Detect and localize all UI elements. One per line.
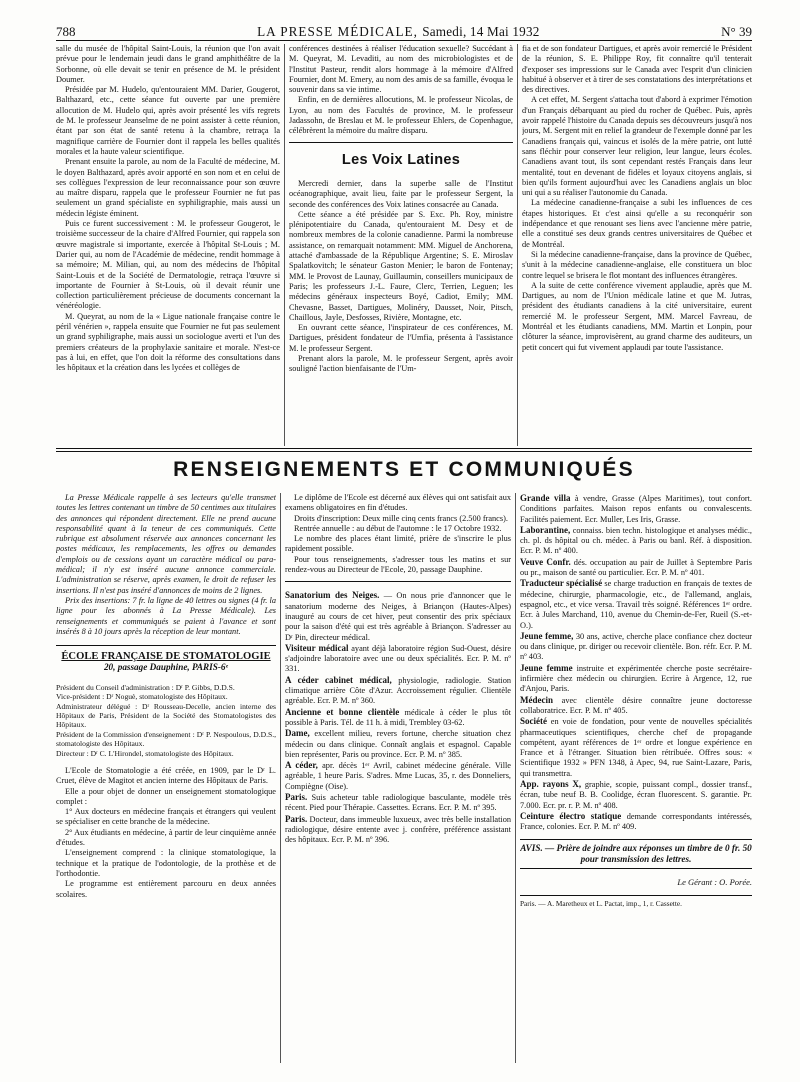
editorial-notice: La Presse Médicale rappelle à ses lecteurs qu'elle transmet toutes les lettres contenant un timbre de 50 centimes aux titulaires des annonces qui répondent directement. Elle ne prend aucune responsabilité quant à la teneur de ces communiqués. Cette rubrique est absolument réservée aux annonces concernant les postes médicaux, les remplacements, les offres ou demandes d'emplois ou de cessions ayant un caractère médical ou para-médical; il n'y est inséré aucune annonce commerciale. L'administration se réserve, après examen, le droit de refuser les insertions. Il n'est pas inséré d'annonces de moins de 2 lignes. [56,493,276,595]
classified-ad: Traducteur spécialisé se charge traduction en français de textes de médecine, chirurgie, pharmacologie, etc., de l'allemand, anglais, espagnol, etc., et vice versa. Travail très soigné. Références 1ᵉʳ ordre. Ecr. à Jules Marchand, 110, avenue du Chemin-de-Fer, Rueil (S.-et-O.). [520,578,752,630]
school-officers [56,683,276,758]
journal-name: LA PRESSE MÉDICALE, [257,24,418,39]
page-header [56,18,752,41]
paragraph: Elle a pour objet de donner un enseignement stomatologique complet : [56,786,276,806]
classified-ad: App. rayons X, graphie, scopie, puissant compl., dossier transf., écran, tube neuf B. B. Coolidge, écran fluorescent. S. garantie. Pr. 7.000. Ecr. pr. r. P. M. nº 408. [520,779,752,810]
column-divider [515,493,516,1063]
classifieds-column-2 [285,493,511,1053]
paragraph: M. Queyrat, au nom de la « Ligue nationale française contre le péril vénérien », rappela ensuite que Fournier ne fut pas seulement un grand syphiligraphe, mais aussi un sociologue averti et l'un des premiers créateurs de la prophylaxie sanitaire et morale. N'est-ce pas à lui, en effet, que l'on doit la réforme des consultations dans les hôpitaux et la création dans les lycées et collèges de [56,311,280,373]
paragraph: Présidée par M. Hudelo, qu'entouraient MM. Darier, Gougerot, Balthazard, etc., cette séance fut ouverte par une première allocution de M. Hudelo qui, après avoir présenté les vifs regrets de M. le professeur Jeanselme de ne point assister à cette réunion, étant par son état de santé retenu à la chambre, retraça la magnifique carrière de Fournier dont il rappela les belles qualités morales et la haute valeur scientifique. [56,85,280,156]
paragraph: Le programme est entièrement parcouru en deux années scolaires. [56,879,276,899]
paragraph: La médecine canadienne-française a subi les influences de ces étapes historiques. Et c'est ainsi qu'elle a su reconquérir son indépendance et que renouant ses liens avec l'ancienne mère patrie, elle a constitué ses deux grands centres universitaires de Québec et de Montréal. [522,198,752,249]
officer-line: Directeur : Dʳ C. L'Hirondel, stomatologiste des Hôpitaux. [56,748,234,758]
classified-ad: A céder cabinet médical, physiologie, radiologie. Station climatique arrière Côte d'Azur. Accroissement régulier. Clientèle agréable. Ecr. P. M. nº 360. [285,674,511,706]
classifieds-column-1 [56,493,276,1053]
paragraph: Puis ce furent successivement : M. le professeur Gougerot, le troisième successeur de la chaire d'Alfred Fournier, qui rappela son œuvre magistrale si importante, exercée à l'hôpital St-Louis ; M. Darier qui, au nom de l'Académie de médecine, rendit hommage à sa mémoire; M. Milian, qui, au nom des médecins de l'hôpital Saint-Louis et de la Société de Dermatologie, retraça l'œuvre si importante de Fournier à St-Louis, où il devait réunir une collection particulièrement précieuse de documents concernant la vénéréologie. [56,219,280,311]
classifieds-column-3 [520,493,752,1053]
school-rule [56,645,276,646]
classified-ad: Laborantine, connaiss. bien techn. histologique et analyses médic., ch. pl. ds hôpital ou ch. médec. à Paris ou banl. Réf. à disposition. Ecr. P. M. nº 400. [520,524,752,556]
paragraph: Pour tous renseignements, s'adresser tous les matins et sur rendez-vous au Directeur de l'Ecole, 20, passage Dauphine. [285,554,511,575]
renseignements-heading: RENSEIGNEMENTS ET COMMUNIQUÉS [173,458,635,481]
paragraph: A la suite de cette conférence vivement applaudie, après que M. Dartigues, au nom de l'Union médicale latine et que M. Jutras, président des étudiants canadiens à la cité universitaire, eurent remercié M. le professeur Sergent, MM. Marcel Favreau, de Montréal et les étudiants canadiens, MM. Martin et Lonpin, pour clôturer la séance, improvisèrent, au grand charme des auditeurs, un petit concert qui fut vivement applaudi par toute l'assistance. [522,280,752,352]
school-address: 20, passage Dauphine, PARIS-6ᵉ [103,662,229,673]
classified-ad: Grande villa à vendre, Grasse (Alpes Maritimes), tout confort. Conditions parfaites. Maison repos enfants ou convalescents. Facilités paiement. Ecr. Muller, Les Iris, Grasse. [520,493,752,524]
paragraph: Cette séance a été présidée par S. Exc. Ph. Roy, ministre plénipotentiaire du Canada, qu'entouraient M. Desy et de nombreux membres de la colonie canadienne. Parmi la nombreuse assistance, on remarquait notamment: MM. Miguel de Anchorena, attaché d'ambassade de la République Argentine; S. E. Miroslav Spalatkovitch; le sénateur Gaston Menier; le baron de Fontenay; MM. le Provost de Launay, Guillaumin, conseillers municipaux de Paris; les professeurs J.-L. Faure, Clerc, Terrien, Leguen; les médecins généraux inspecteurs Boyé, Cadiot, Emily; MM. Chevasne, Basset, Dartigues, Molinéry, Dausset, Noir, Pitsch, Chaillous, Jayle, Desfosses, Rivière, Montagne, etc. [289,209,513,322]
paragraph: Si la médecine canadienne-française, dans la province de Québec, s'unit à la médecine canadienne-anglaise, elle constituera un bloc contre lequel se brisera le flot montant des influences étrangères. [522,249,752,280]
paragraph: L'Ecole de Stomatologie a été créée, en 1909, par le Dʳ L. Cruet, élève de Magitot et ancien interne des Hôpitaux de Paris. [56,766,276,786]
insertion-prices: Prix des insertions: 7 fr. la ligne de 40 lettres ou signes (4 fr. la ligne pour les abonnés à La Presse Médicale). Les renseignements et communiqués se paient à l'avance et sont insérés 8 à 10 jours après la réception de leur montant. [56,595,276,636]
paragraph: Droits d'inscription: Deux mille cinq cents francs (2.500 francs). [294,513,508,523]
classified-ad: Jeune femme, 30 ans, active, cherche place confiance chez docteur ou dans clinique, pr. diriger ou recevoir clientèle. Bon. réfr. Ecr. P. M. nº 403. [520,630,752,662]
paragraph: 1° Aux docteurs en médecine français et étrangers qui veulent se spécialiser en cette branche de la médecine. [56,807,276,827]
classified-ad: Jeune femme instruite et expérimentée cherche poste secrétaire-infirmière chez médecin ou chirurgien. Ecrire à Argence, 12, rue d'Anjou, Paris. [520,662,752,694]
printer-imprint: Paris. — A. Maretheux et L. Pactat, imp., 1, r. Cassette. [520,895,752,909]
paragraph: Le nombre des places étant limité, prière de s'inscrire le plus rapidement possible. [285,534,511,554]
paragraph: salle du musée de l'hôpital Saint-Louis, la réunion que l'on avait prévue pour le lendemain jeudi dans le grand amphithéâtre de la Sorbonne, où elle devait se tenir en présence de M. le président Doumer. [56,44,280,84]
classified-ad: Médecin avec clientèle désire connaître jeune doctoresse collaboratrice. Ecr. P. M. nº 405. [520,694,752,715]
paragraph: conférences destinées à réaliser l'éducation sexuelle? Succédant à M. Queyrat, M. Levaditi, au nom des microbiologistes et de l'Institut Pasteur, rendit alors hommage à la mémoire d'Alfred Fournier, dont M. Emery, au nom des amis de sa famille, évoqua le souvenir dans sa vie intime. [289,44,513,95]
officer-line: Administrateur délégué : Dʳ Rousseau-Decelle, ancien interne des Hôpitaux de Paris, Président de la Société des Stomatologistes des Hôpitaux. [56,701,276,730]
voix-latines-heading: Les Voix Latines [341,151,461,168]
column-divider [517,44,518,446]
issue-number: N° 39 [721,24,752,39]
section-divider [56,448,752,449]
issue-date: Samedi, 14 Mai 1932 [422,24,540,39]
classified-ad: Paris. Suis acheteur table radiologique basculante, modèle très récent. Pied pour Thérapie. Cassettes. Ecrans. Ecr. P. M. nº 395. [285,792,511,813]
newspaper-page [56,0,752,1082]
officer-line: Vice-président : Dʳ Noguè, stomatologiste des Hôpitaux. [56,692,228,702]
paragraph: En ouvrant cette séance, l'inspirateur de ces conférences, M. Dartigues, président fondateur de l'Umfia, présenta à l'assistance M. le professeur Sergent. [289,323,513,353]
paragraph: L'enseignement comprend : la clinique stomatologique, la technique et la pratique de l'odontologie, de la prothèse et de l'orthodontie. [56,848,276,878]
article-column-1 [56,44,280,444]
journal-title [257,24,539,40]
officer-line: Président de la Commission d'enseignement : Dʳ P. Nespoulous, D.D.S., stomatologiste des Hôpitaux. [56,729,276,749]
avis-notice: AVIS. — Prière de joindre aux réponses un timbre de 0 fr. 50 pour transmission des lettres. [520,839,752,869]
paragraph: Prenant ensuite la parole, au nom de la Faculté de médecine, M. le doyen Balthazard, après avoir apporté en son nom et en celui de ses collègues l'expression de leur reconnaissance pour son œuvre au maître disparu, rappela que le professeur Fournier ne fut pas seulement un grand spécialiste en syphiligraphie, mais aussi un médecin légiste éminent. [56,157,280,218]
article-column-3 [522,44,752,444]
section-divider-thin [56,451,752,452]
school-name: ÉCOLE FRANÇAISE DE STOMATOLOGIE [61,651,271,663]
classified-ad: Paris. Docteur, dans immeuble luxueux, avec très belle installation radiologique, désire entente avec j. confrère, préférence assistant des hôpitaux. Ecr. P. M. nº 396. [285,813,511,845]
paragraph: Mercredi dernier, dans la superbe salle de l'Institut océanographique, avait lieu, faite par le professeur Sergent, la seconde des conférences des Voix latines consacrée au Canada. [289,178,513,209]
paragraph: A cet effet, M. Sergent s'attacha tout d'abord à exprimer l'émotion d'un Français débarquant au pied du rocher de Québec. Puis, après avoir rappelé l'histoire du Canada depuis ses découvreurs jusqu'à nos jours, M. Sergent mit en relief la grandeur de l'exemple donné par les Canadiens français qui, vaincus et isolés de la mère patrie, ont lutté sans fléchir pour conserver leur religion, leur langue, leurs écoles. Canadiens avant tout, ils sont cependant restés Français dans leur mentalité, tout en devenant de fidèles et loyaux citoyens anglais, si bien qu'ils forment aujourd'hui avec les Canadiens anglais un bloc uni qui a su réaliser l'autonomie du Canada. [522,95,752,198]
paragraph: Rentrée annuelle : au début de l'automne : le 17 Octobre 1932. [294,523,502,533]
column-divider [280,493,281,1063]
column-divider [284,44,285,446]
paragraph: fia et de son fondateur Dartigues, et après avoir remercié le Président de la réunion, S. E. Philippe Roy, fit connaître qu'il tenterait d'exposer ses impressions sur le Canada avec l'esprit d'un clinicien habitué à observer et à tirer de ses constatations des interprétations et des directives. [522,44,752,95]
officer-line: Président du Conseil d'administration : Dʳ P. Gibbs, D.D.S. [56,682,235,692]
page-number: 788 [56,24,76,39]
paragraph: 2° Aux étudiants en médecine, à partir de leur cinquième année d'études. [56,827,276,848]
section-rule [289,142,513,143]
classified-ad: Société en voie de fondation, pour vente de nouvelles spécialités pharmaceutiques scientifiques, cherche chef de propagande compétent, ayant références de 1ᵉʳ ordre et longue expérience en France et à l'étranger. Situation bien rétribuée. Offres sous: « Scientifique 1932 » PFN 1348, à Apec, 94, rue Saint-Lazare, Paris, qui transmettra. [520,716,752,778]
paragraph: Le diplôme de l'Ecole est décerné aux élèves qui ont satisfait aux examens obligatoires en fin d'études. [285,493,511,513]
gerant-signature: Le Gérant : O. Porée. [677,876,752,887]
article-column-2 [289,44,513,444]
classified-ad: Veuve Confr. dés. occupation au pair de Juillet à Septembre Paris ou pr., maison de santé ou particulier. Ecr. P. M. nº 401. [520,556,752,578]
classified-ad: Sanatorium des Neiges. — On nous prie d'annoncer que le sanatorium moderne des Neiges, à Briançon (Hautes-Alpes) inauguré au cours de cet hiver, peut consentir des prix spéciaux pour la saison d'été qui est très agréable à Briançon. S'adresser au Dʳ Pin, directeur médical. [285,590,511,642]
classified-ad: Dame, excellent milieu, revers fortune, cherche situation chez médecin ou dans clinique. Connaît anglais et espagnol. Capable bien représenter, Paris ou province. Ecr. P. M. nº 385. [285,728,511,759]
classified-ad: Visiteur médical ayant déjà laboratoire région Sud-Ouest, désire s'adjoindre laboratoire avec une ou deux spécialités. Ecr. P. M. nº 331. [285,642,511,674]
paragraph: Prenant alors la parole, M. le professeur Sergent, après avoir souligné l'action bienfaisante de l'Um- [289,354,513,374]
paragraph: Enfin, en de dernières allocutions, M. le professeur Nicolas, de Lyon, au nom des Facultés de province, M. le professeur Jadassohn, de Breslau et M. le professeur Ehlers, de Copenhague, célébrèrent la mémoire du maître disparu. [289,95,513,136]
classified-ad: A céder, apr. décès 1ᵉʳ Avril, cabinet médecine générale. Ville agréable, 1 heure Paris. S'adres. Mme Lucas, 35, r. des Donneliers, Compiègne (Oise). [285,760,511,791]
classified-ad: Ancienne et bonne clientèle médicale à céder le plus tôt possible à Paris. Tél. de 11 h. à midi, Trembley 03-62. [285,706,511,727]
ads-rule [285,581,511,582]
classified-ad: Ceinture électro statique demande correspondants intéressés, France, colonies. Ecr. P. M. nº 409. [520,810,752,832]
